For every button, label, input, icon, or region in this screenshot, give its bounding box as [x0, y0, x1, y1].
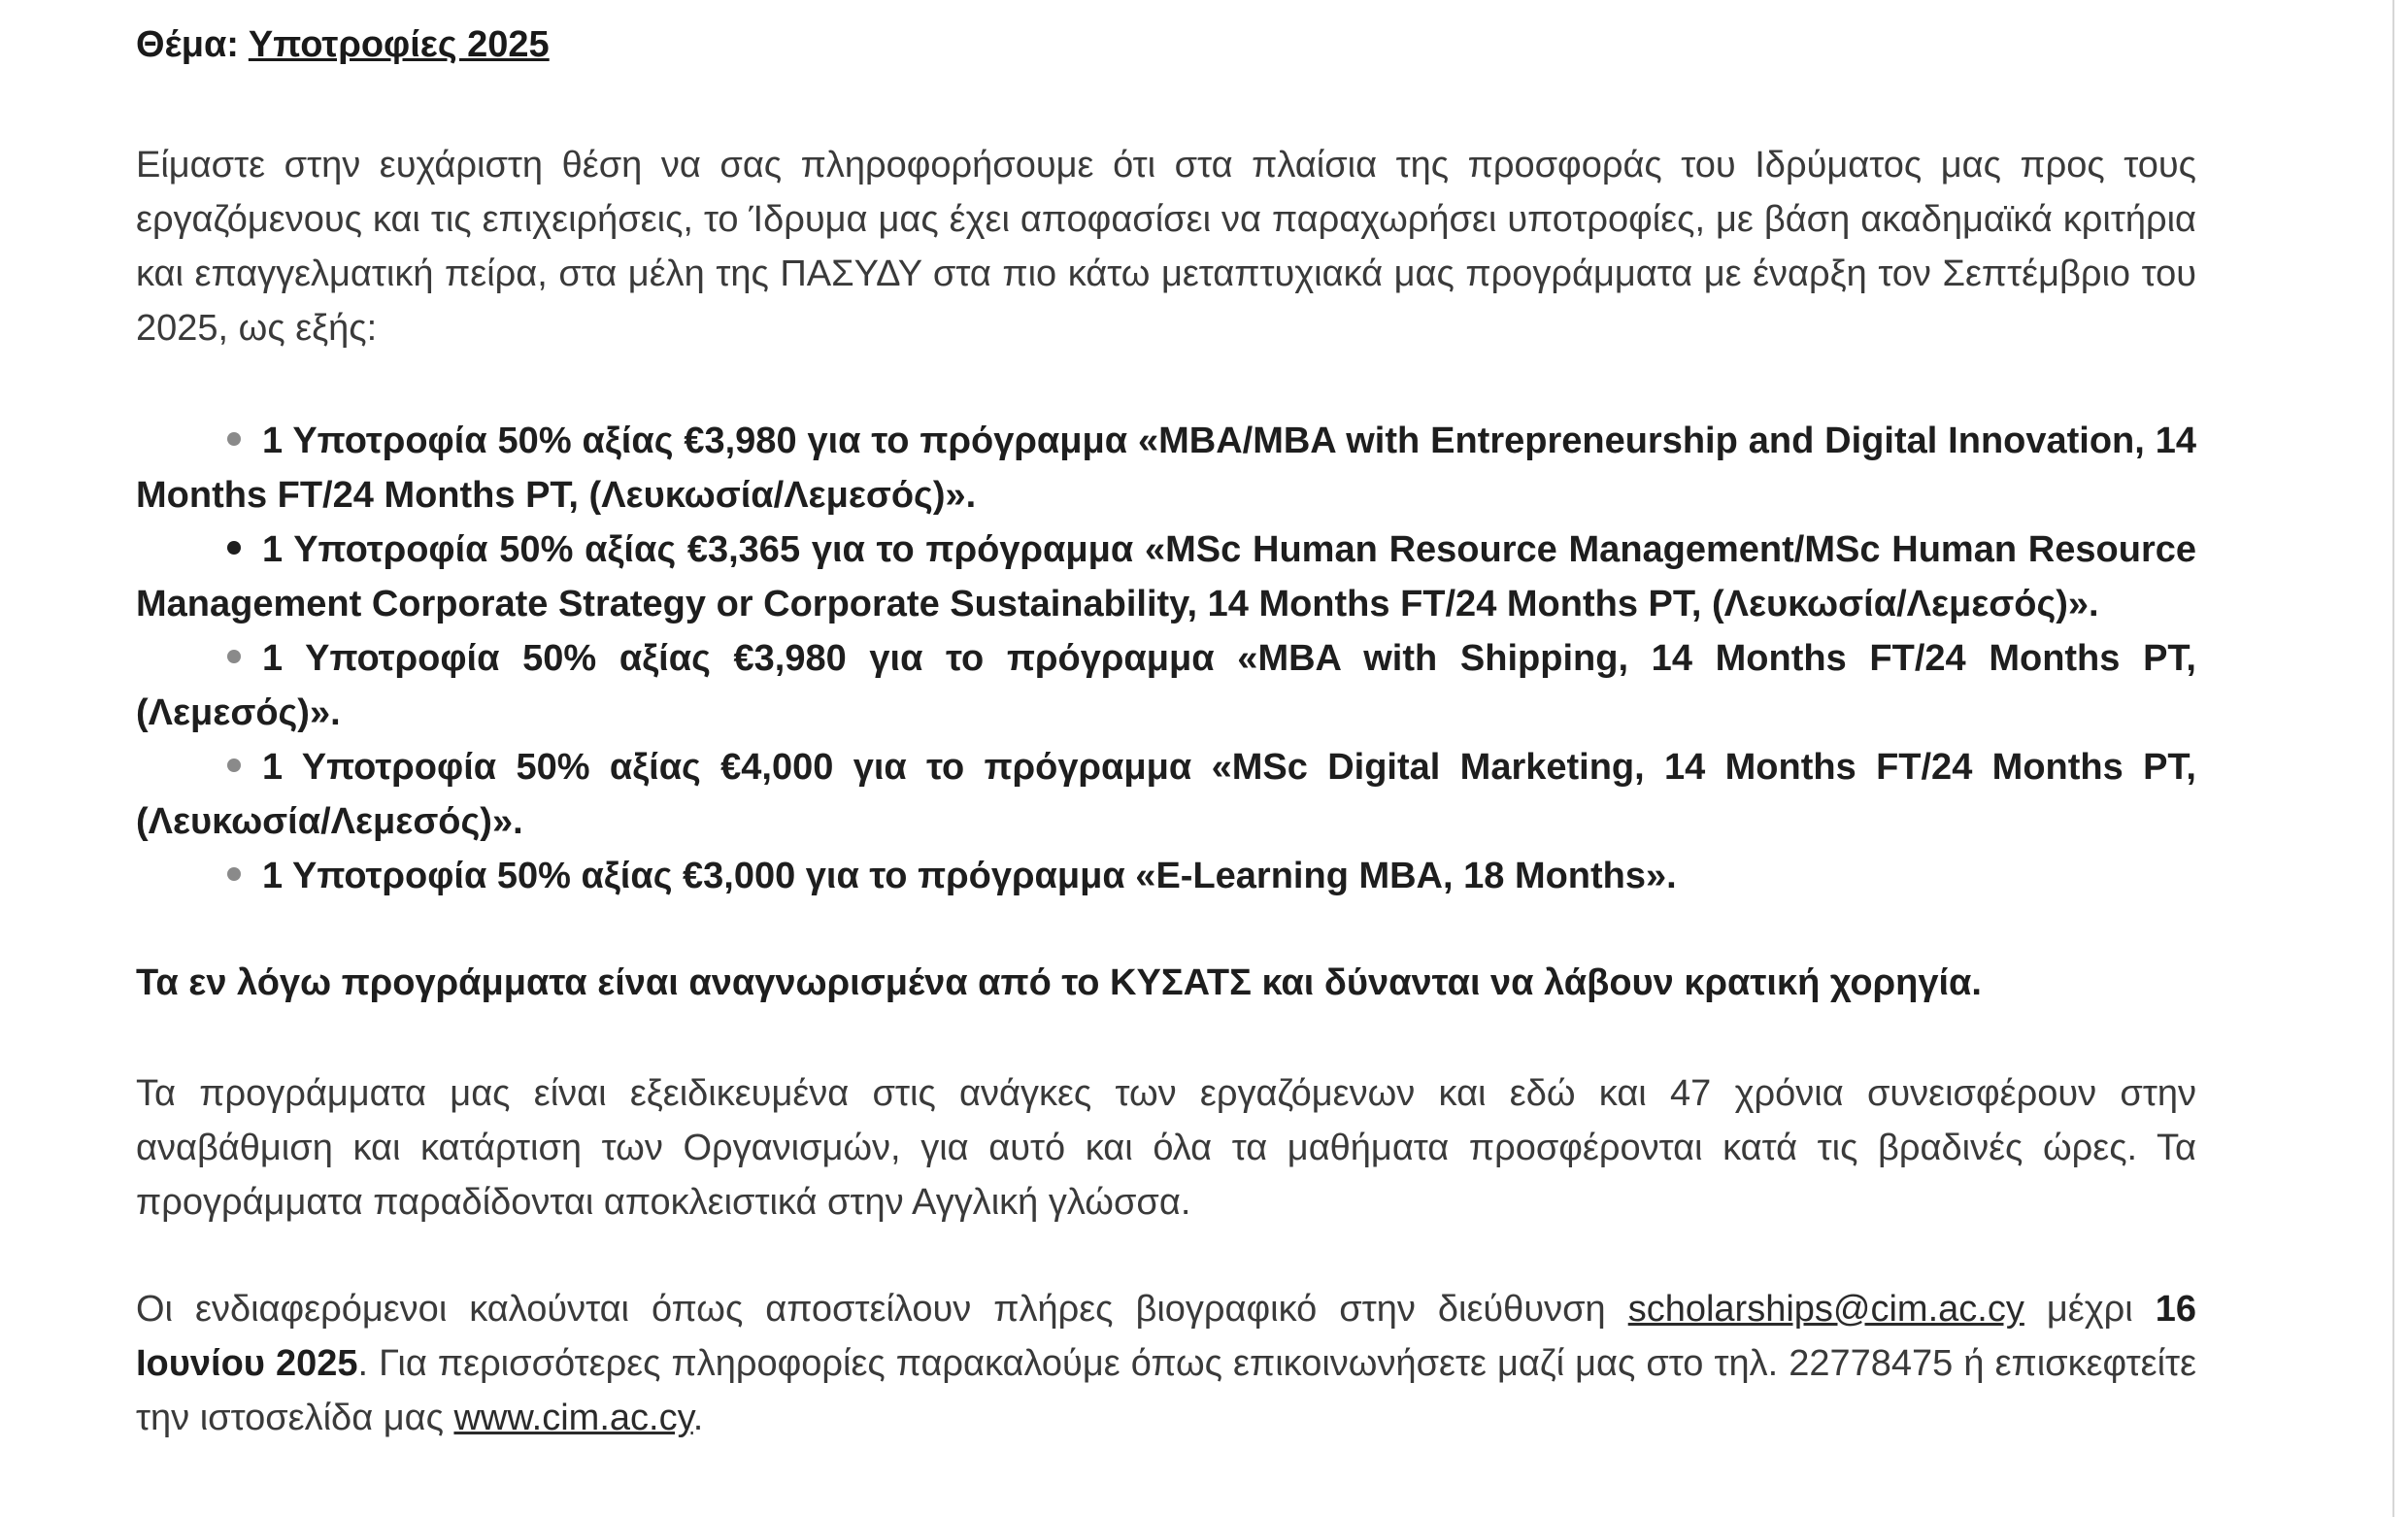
bullet-icon	[227, 758, 241, 772]
scholarship-list	[136, 414, 2196, 903]
scholarship-text: 1 Υποτροφία 50% αξίας €3,980 για το πρόγραμμα «MBA/MBA with Entrepreneurship and Digital Innovation, 14 Months FT/24 Months PT, (Λευκωσία/Λεμεσός)».	[136, 421, 2196, 516]
deadline-date: 16 Ιουνίου 2025	[136, 1289, 2196, 1384]
intro-paragraph: Είμαστε στην ευχάριστη θέση να σας πληροφορήσουμε ότι στα πλαίσια της προσφοράς του Ιδρύματος μας προς τους εργαζόμενους και τις επιχειρήσεις, το Ίδρυμα μας έχει αποφασίσει να παραχωρήσει υποτροφίες, με βάση ακαδημαϊκά κριτήρια και επαγγελματική πείρα, στα μέλη της ΠΑΣΥΔΥ στα πιο κάτω μεταπτυχιακά μας προγράμματα με έναρξη τον Σεπτέμβριο του 2025, ως εξής:	[136, 145, 2196, 349]
subject-line	[136, 17, 2196, 72]
recognition-paragraph: Τα εν λόγω προγράμματα είναι αναγνωρισμένα από το ΚΥΣΑΤΣ και δύνανται να λάβουν κρατική χορηγία.	[136, 962, 1982, 1003]
scholarship-text: 1 Υποτροφία 50% αξίας €3,980 για το πρόγραμμα «MBA with Shipping, 14 Months FT/24 Months PT, (Λεμεσός)».	[136, 638, 2196, 733]
scholarship-item	[136, 740, 2196, 849]
scholarship-text: 1 Υποτροφία 50% αξίας €3,365 για το πρόγραμμα «MSc Human Resource Management/MSc Human Resource Management Corporate Strategy or Corporate Sustainability, 14 Months FT/24 Months PT, (Λευκωσία/Λεμεσός)».	[136, 529, 2196, 624]
scholarship-item	[136, 849, 2196, 903]
subject-topic: Υποτροφίες 2025	[248, 24, 550, 65]
scholarship-item	[136, 414, 2196, 523]
scholarship-text: 1 Υποτροφία 50% αξίας €4,000 για το πρόγραμμα «MSc Digital Marketing, 14 Months FT/24 Months PT, (Λευκωσία/Λεμεσός)».	[136, 747, 2196, 842]
programs-paragraph: Τα προγράμματα μας είναι εξειδικευμένα στις ανάγκες των εργαζόμενων και εδώ και 47 χρόνια συνεισφέρουν στην αναβάθμιση και κατάρτιση των Οργανισμών, για αυτό και όλα τα μαθήματα προσφέρονται κατά τις βραδινές ώρες. Τα προγράμματα παραδίδονται αποκλειστικά στην Αγγλική γλώσσα.	[136, 1073, 2196, 1223]
contact-text-1: Οι ενδιαφερόμενοι καλούνται όπως αποστείλουν πλήρες βιογραφικό στην διεύθυνση	[136, 1289, 1628, 1330]
bullet-icon	[227, 650, 241, 663]
page-edge-divider	[2392, 0, 2394, 1517]
contact-text-4: .	[692, 1398, 704, 1438]
bullet-icon	[227, 541, 241, 555]
scholarship-text: 1 Υποτροφία 50% αξίας €3,000 για το πρόγραμμα «E-Learning MBA, 18 Months».	[262, 856, 1677, 896]
contact-paragraph	[136, 1282, 2196, 1445]
subject-label: Θέμα:	[136, 24, 239, 65]
scholarship-item	[136, 523, 2196, 631]
bullet-icon	[227, 867, 241, 881]
bullet-icon	[227, 432, 241, 446]
contact-text-2: μέχρι	[2023, 1289, 2156, 1330]
scholarship-item	[136, 631, 2196, 740]
website-link[interactable]: www.cim.ac.cy	[453, 1398, 693, 1438]
contact-text-3: . Για περισσότερες πληροφορίες παρακαλούμε όπως επικοινωνήσετε μαζί μας στο τηλ. 22778475 ή επισκεφτείτε την ιστοσελίδα μας	[136, 1343, 2197, 1438]
document-page	[136, 17, 2196, 1445]
email-link[interactable]: scholarships@cim.ac.cy	[1627, 1289, 2024, 1330]
